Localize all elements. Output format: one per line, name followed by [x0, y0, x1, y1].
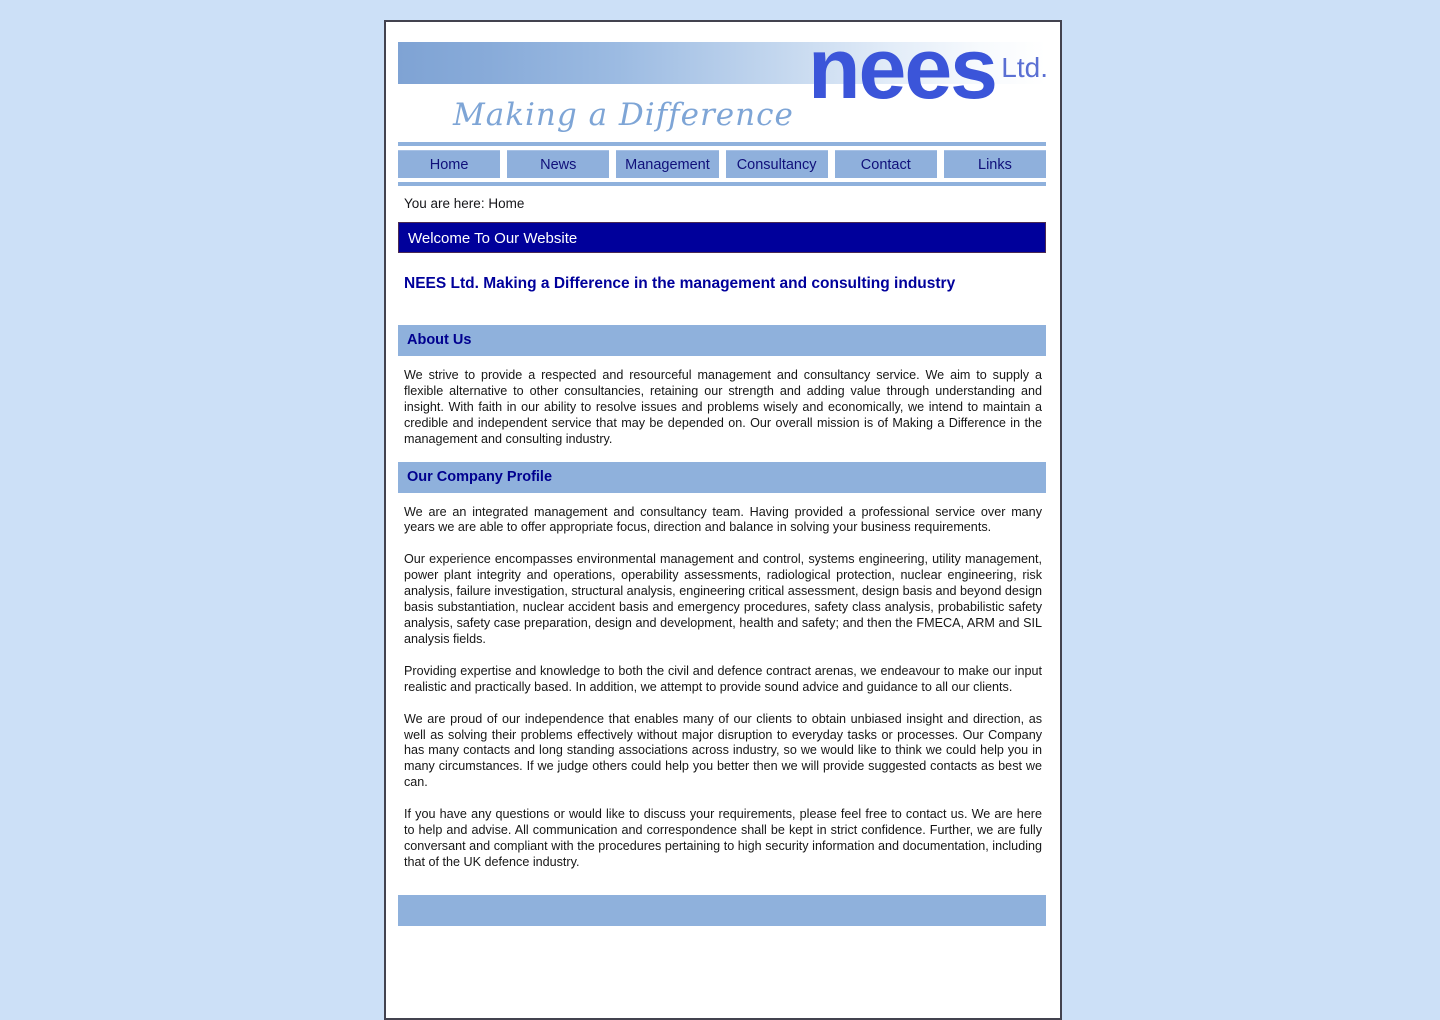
section-body-about-us	[398, 356, 1048, 450]
paragraph: If you have any questions or would like to discuss your requirements, please feel free to contact us. We are here to help and advise. All communication and correspondence shall be kept in strict confidence. Further, we are fully conversant and compliant with the procedures pertaining to high security information and documentation, including that of the UK defence industry.	[404, 807, 1042, 869]
section-header-company-profile: Our Company Profile	[398, 462, 1046, 493]
paragraph: We are proud of our independence that enables many of our clients to obtain unbiased insight and direction, as well as solving their problems effectively without major disruption to everyday tasks or processes. Our Company has many contacts and long standing associations across industry, so we would like to think we could help you in many circumstances. If we judge others could help you better then we will provide suggested contacts as best we can.	[404, 711, 1042, 790]
nav-item-management[interactable]: Management	[616, 150, 718, 178]
nav-item-consultancy[interactable]: Consultancy	[726, 150, 828, 178]
paragraph: Providing expertise and knowledge to both the civil and defence contract arenas, we endeavour to make our input realistic and practically based. In addition, we attempt to provide sound advice and guidance to all our clients.	[404, 663, 1042, 694]
paragraph: We strive to provide a respected and resourceful management and consultancy service. We aim to supply a flexible alternative to other consultancies, retaining our strength and adding value through understanding and insight. With faith in our ability to resolve issues and problems wisely and economically, we intend to maintain a credible and independent service that may be depended on. Our overall mission is of Making a Difference in the management and consulting industry.	[404, 368, 1042, 446]
primary-navigation	[398, 150, 1046, 178]
nav-divider-top	[398, 142, 1046, 146]
nav-item-home[interactable]: Home	[398, 150, 500, 178]
section-header-about-us: About Us	[398, 325, 1046, 356]
logo-suffix: Ltd.	[1001, 52, 1048, 83]
breadcrumb: You are here: Home	[404, 196, 525, 211]
page-content	[386, 22, 1060, 926]
page-title: NEES Ltd. Making a Difference in the management and consulting industry	[404, 275, 956, 292]
section-body-company-profile	[398, 493, 1048, 883]
page-frame	[384, 20, 1062, 1020]
nav-item-news[interactable]: News	[507, 150, 609, 178]
welcome-banner: Welcome To Our Website	[398, 222, 1046, 253]
logo-wordmark[interactable]: nees	[807, 21, 996, 117]
section-header-next	[398, 895, 1046, 926]
paragraph: We are an integrated management and consultancy team. Having provided a professional service over many years we are able to offer appropriate focus, direction and balance in solving your business requirements.	[404, 504, 1042, 535]
paragraph: Our experience encompasses environmental management and control, systems engineering, utility management, power plant integrity and operations, operability assessments, radiological protection, nuclear engineering, risk analysis, failure investigation, structural analysis, engineering critical assessment, design basis and beyond design basis substantiation, nuclear accident basis and emergency procedures, safety class analysis, probabilistic safety analysis, safety case preparation, design and development, health and safety; and then the FMECA, ARM and SIL analysis fields.	[404, 552, 1042, 646]
nav-item-links[interactable]: Links	[944, 150, 1046, 178]
nav-item-contact[interactable]: Contact	[835, 150, 937, 178]
site-header	[398, 22, 1048, 142]
logo-tagline: Making a Difference	[453, 97, 794, 133]
